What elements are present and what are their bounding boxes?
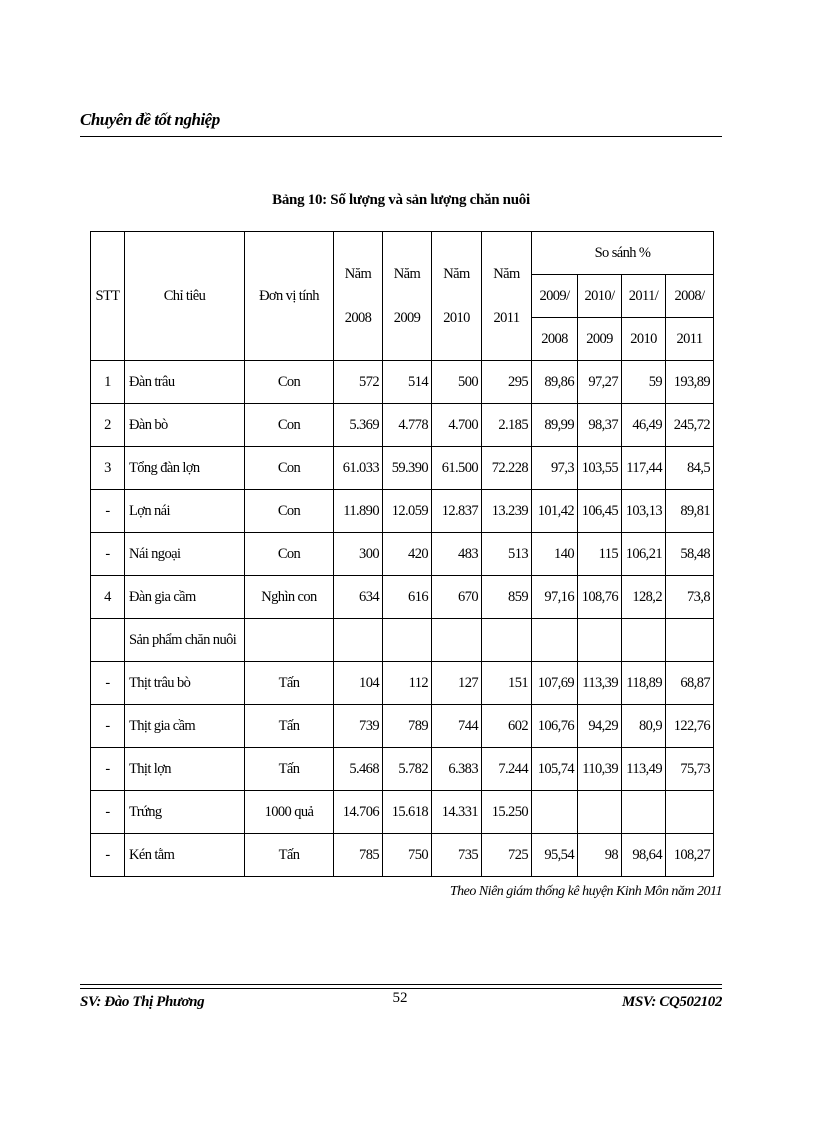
document-header-title: Chuyên đề tốt nghiệp xyxy=(80,110,220,129)
row-value-2009: 420 xyxy=(383,533,432,576)
row-compare-2008-2011: 245,72 xyxy=(666,404,714,447)
row-indicator-name: Tổng đàn lợn xyxy=(125,447,245,490)
row-unit: Con xyxy=(245,490,334,533)
row-stt: - xyxy=(91,834,125,877)
row-value-2008: 61.033 xyxy=(334,447,383,490)
row-unit: Con xyxy=(245,361,334,404)
row-unit xyxy=(245,619,334,662)
row-unit: Tấn xyxy=(245,705,334,748)
row-value-2010: 61.500 xyxy=(432,447,482,490)
row-value-2009: 616 xyxy=(383,576,432,619)
row-value-2008: 785 xyxy=(334,834,383,877)
table-row xyxy=(91,533,714,576)
row-value-2008: 5.468 xyxy=(334,748,383,791)
row-compare-2010-2009: 94,29 xyxy=(578,705,622,748)
row-compare-2009-2008: 105,74 xyxy=(532,748,578,791)
row-compare-2011-2010 xyxy=(622,791,666,834)
footer-student-name: SV: Đào Thị Phương xyxy=(80,994,205,1010)
row-compare-2011-2010: 118,89 xyxy=(622,662,666,705)
row-value-2009: 514 xyxy=(383,361,432,404)
table-row xyxy=(91,662,714,705)
row-compare-2008-2011: 122,76 xyxy=(666,705,714,748)
row-stt: 3 xyxy=(91,447,125,490)
row-compare-2010-2009: 97,27 xyxy=(578,361,622,404)
row-compare-2011-2010: 106,21 xyxy=(622,533,666,576)
row-stt: - xyxy=(91,533,125,576)
row-compare-2008-2011: 108,27 xyxy=(666,834,714,877)
row-compare-2010-2009: 106,45 xyxy=(578,490,622,533)
table-row xyxy=(91,361,714,404)
header-compare-bottom: 2008 xyxy=(532,318,578,361)
row-compare-2008-2011 xyxy=(666,619,714,662)
row-value-2010: 483 xyxy=(432,533,482,576)
row-compare-2009-2008: 89,99 xyxy=(532,404,578,447)
table-source-note: Theo Niên giám thống kê huyện Kinh Môn năm 2011 xyxy=(449,884,722,899)
header-divider xyxy=(80,136,722,137)
table-row xyxy=(91,834,714,877)
livestock-table xyxy=(90,231,714,877)
header-compare-bottom: 2009 xyxy=(578,318,622,361)
table-row xyxy=(91,404,714,447)
row-compare-2008-2011 xyxy=(666,791,714,834)
row-value-2008: 300 xyxy=(334,533,383,576)
row-value-2008 xyxy=(334,619,383,662)
header-compare-top: 2009/ xyxy=(532,275,578,318)
row-indicator-name: Đàn bò xyxy=(125,404,245,447)
header-indicator: Chỉ tiêu xyxy=(125,232,245,361)
row-compare-2009-2008: 107,69 xyxy=(532,662,578,705)
row-indicator-name: Lợn nái xyxy=(125,490,245,533)
row-compare-2009-2008: 97,16 xyxy=(532,576,578,619)
row-stt xyxy=(91,619,125,662)
row-compare-2011-2010: 80,9 xyxy=(622,705,666,748)
row-compare-2008-2011: 193,89 xyxy=(666,361,714,404)
row-compare-2010-2009: 110,39 xyxy=(578,748,622,791)
row-indicator-name: Thịt lợn xyxy=(125,748,245,791)
row-value-2011: 513 xyxy=(482,533,532,576)
row-compare-2008-2011: 68,87 xyxy=(666,662,714,705)
row-value-2011: 2.185 xyxy=(482,404,532,447)
header-compare-bottom: 2011 xyxy=(666,318,714,361)
row-compare-2009-2008: 140 xyxy=(532,533,578,576)
row-value-2008: 14.706 xyxy=(334,791,383,834)
row-compare-2010-2009: 108,76 xyxy=(578,576,622,619)
table-row xyxy=(91,748,714,791)
row-stt: 2 xyxy=(91,404,125,447)
row-value-2009: 5.782 xyxy=(383,748,432,791)
row-compare-2008-2011: 84,5 xyxy=(666,447,714,490)
header-compare-top: 2011/ xyxy=(622,275,666,318)
row-stt: - xyxy=(91,490,125,533)
row-indicator-name: Nái ngoại xyxy=(125,533,245,576)
row-unit: Con xyxy=(245,533,334,576)
row-compare-2010-2009 xyxy=(578,619,622,662)
footer-divider xyxy=(80,984,722,985)
row-indicator-name: Trứng xyxy=(125,791,245,834)
row-value-2009: 59.390 xyxy=(383,447,432,490)
row-indicator-name: Kén tằm xyxy=(125,834,245,877)
row-value-2011: 13.239 xyxy=(482,490,532,533)
row-indicator-name: Thịt gia cầm xyxy=(125,705,245,748)
page-number: 52 xyxy=(392,990,408,1006)
header-compare-bottom: 2010 xyxy=(622,318,666,361)
row-value-2011: 295 xyxy=(482,361,532,404)
row-compare-2011-2010: 103,13 xyxy=(622,490,666,533)
header-compare-title: So sánh % xyxy=(532,232,714,275)
row-compare-2008-2011: 89,81 xyxy=(666,490,714,533)
row-compare-2010-2009: 98,37 xyxy=(578,404,622,447)
row-value-2008: 11.890 xyxy=(334,490,383,533)
row-compare-2010-2009: 103,55 xyxy=(578,447,622,490)
row-value-2008: 5.369 xyxy=(334,404,383,447)
row-stt: - xyxy=(91,662,125,705)
row-unit: Con xyxy=(245,447,334,490)
row-compare-2009-2008: 97,3 xyxy=(532,447,578,490)
row-value-2010 xyxy=(432,619,482,662)
row-compare-2009-2008: 89,86 xyxy=(532,361,578,404)
row-value-2011: 7.244 xyxy=(482,748,532,791)
row-unit: Tấn xyxy=(245,748,334,791)
footer-divider xyxy=(80,988,722,989)
row-compare-2010-2009: 115 xyxy=(578,533,622,576)
table-caption: Bảng 10: Số lượng và sản lượng chăn nuôi xyxy=(272,192,530,208)
row-value-2009 xyxy=(383,619,432,662)
row-compare-2008-2011: 58,48 xyxy=(666,533,714,576)
row-compare-2009-2008 xyxy=(532,791,578,834)
header-year-2009: Năm 2009 xyxy=(383,232,432,361)
row-value-2009: 4.778 xyxy=(383,404,432,447)
row-value-2011 xyxy=(482,619,532,662)
row-value-2011: 15.250 xyxy=(482,791,532,834)
header-year-2010: Năm 2010 xyxy=(432,232,482,361)
row-unit: Nghìn con xyxy=(245,576,334,619)
row-compare-2009-2008: 95,54 xyxy=(532,834,578,877)
row-value-2010: 4.700 xyxy=(432,404,482,447)
row-value-2009: 15.618 xyxy=(383,791,432,834)
row-value-2010: 500 xyxy=(432,361,482,404)
table-row xyxy=(91,619,714,662)
row-stt: - xyxy=(91,748,125,791)
table-row xyxy=(91,705,714,748)
header-year-2008: Năm 2008 xyxy=(334,232,383,361)
row-value-2008: 104 xyxy=(334,662,383,705)
row-stt: 1 xyxy=(91,361,125,404)
table-row xyxy=(91,576,714,619)
row-value-2009: 789 xyxy=(383,705,432,748)
row-compare-2011-2010 xyxy=(622,619,666,662)
header-year-2011: Năm 2011 xyxy=(482,232,532,361)
row-unit: Tấn xyxy=(245,834,334,877)
footer-student-id: MSV: CQ502102 xyxy=(622,994,722,1010)
row-indicator-name: Đàn trâu xyxy=(125,361,245,404)
row-compare-2009-2008: 101,42 xyxy=(532,490,578,533)
row-value-2009: 12.059 xyxy=(383,490,432,533)
row-stt: - xyxy=(91,791,125,834)
header-compare-top: 2010/ xyxy=(578,275,622,318)
row-value-2011: 151 xyxy=(482,662,532,705)
row-value-2010: 735 xyxy=(432,834,482,877)
header-stt: STT xyxy=(91,232,125,361)
row-stt: 4 xyxy=(91,576,125,619)
row-value-2010: 12.837 xyxy=(432,490,482,533)
row-compare-2011-2010: 128,2 xyxy=(622,576,666,619)
row-compare-2011-2010: 46,49 xyxy=(622,404,666,447)
row-value-2011: 859 xyxy=(482,576,532,619)
row-compare-2008-2011: 75,73 xyxy=(666,748,714,791)
row-indicator-name: Thịt trâu bò xyxy=(125,662,245,705)
table-row xyxy=(91,791,714,834)
table-row xyxy=(91,447,714,490)
header-unit: Đơn vị tính xyxy=(245,232,334,361)
row-value-2008: 634 xyxy=(334,576,383,619)
row-value-2010: 670 xyxy=(432,576,482,619)
row-value-2010: 744 xyxy=(432,705,482,748)
row-compare-2008-2011: 73,8 xyxy=(666,576,714,619)
row-value-2009: 112 xyxy=(383,662,432,705)
row-value-2009: 750 xyxy=(383,834,432,877)
row-value-2010: 6.383 xyxy=(432,748,482,791)
row-value-2010: 14.331 xyxy=(432,791,482,834)
row-compare-2010-2009 xyxy=(578,791,622,834)
row-indicator-name: Sản phẩm chăn nuôi xyxy=(125,619,245,662)
row-compare-2009-2008 xyxy=(532,619,578,662)
row-value-2011: 72.228 xyxy=(482,447,532,490)
row-compare-2011-2010: 98,64 xyxy=(622,834,666,877)
row-value-2010: 127 xyxy=(432,662,482,705)
header-compare-top: 2008/ xyxy=(666,275,714,318)
row-compare-2011-2010: 59 xyxy=(622,361,666,404)
row-indicator-name: Đàn gia cầm xyxy=(125,576,245,619)
row-value-2008: 739 xyxy=(334,705,383,748)
row-compare-2009-2008: 106,76 xyxy=(532,705,578,748)
row-value-2011: 602 xyxy=(482,705,532,748)
row-unit: 1000 quả xyxy=(245,791,334,834)
row-value-2011: 725 xyxy=(482,834,532,877)
row-unit: Con xyxy=(245,404,334,447)
row-compare-2010-2009: 98 xyxy=(578,834,622,877)
row-compare-2011-2010: 113,49 xyxy=(622,748,666,791)
row-compare-2011-2010: 117,44 xyxy=(622,447,666,490)
row-stt: - xyxy=(91,705,125,748)
row-unit: Tấn xyxy=(245,662,334,705)
row-compare-2010-2009: 113,39 xyxy=(578,662,622,705)
row-value-2008: 572 xyxy=(334,361,383,404)
table-row xyxy=(91,490,714,533)
